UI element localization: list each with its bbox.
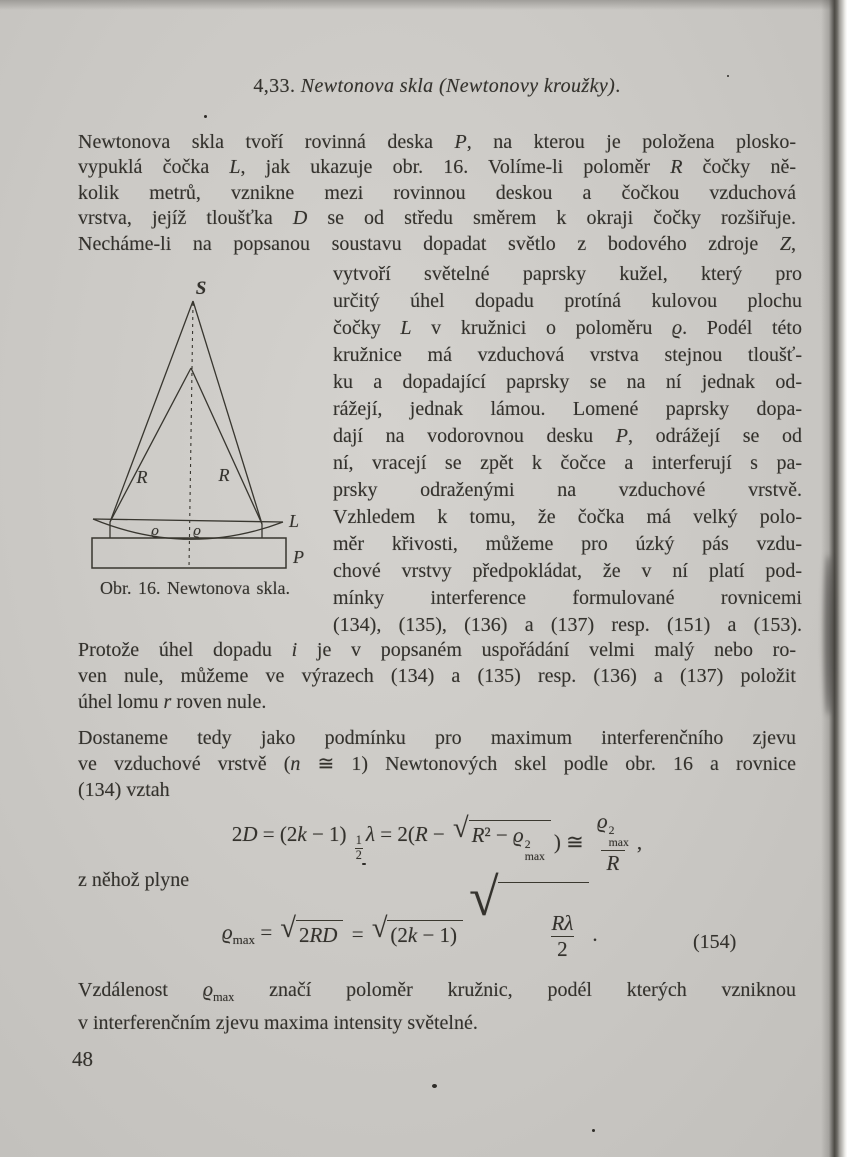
radical-content [498, 882, 589, 986]
ink-speck [592, 1129, 595, 1132]
text-line: Newtonova skla tvoří rovinná deska P, na kterou je položena plosko- [78, 131, 796, 153]
text-line: prsky odraženými na vzduchové vrstvě. [333, 479, 802, 501]
text-line: kolik metrů, vznikne mezi rovinnou deskou a čočkou vzduchová [78, 181, 796, 204]
equation-tail: , [636, 829, 643, 854]
paragraph-incidence-angle [78, 637, 796, 715]
text-line: čočky L v kružnici o poloměru ϱ. Podél této [333, 317, 802, 339]
radical-content: (2k − 1) [387, 920, 463, 948]
label-source-S: S [195, 278, 207, 299]
ink-speck [204, 115, 207, 118]
figure-drawing [70, 276, 320, 616]
connector-text: z něhož plyne [78, 869, 190, 891]
label-radius-left: R [136, 467, 148, 487]
fraction-denominator: R [601, 850, 626, 875]
text-line: mínky interference formulované rovnicemi [333, 587, 802, 609]
paragraph-conclusion [78, 977, 796, 1036]
equation-tail: . [592, 921, 598, 946]
paragraph-intro [78, 130, 796, 257]
text-line: vytvoří světelné paprsky kužel, který pro [333, 263, 802, 285]
paragraph-maximum-condition [78, 725, 796, 803]
label-rho-right: ϱ [193, 523, 201, 539]
book-edge-blotch [824, 555, 833, 715]
equation-mid: ) ≅ [553, 829, 590, 854]
text-line: kružnice má vzduchová vrstva stejnou tloušť- [333, 344, 802, 366]
text-line: Protože úhel dopadu i je v popsaném uspořádání velmi malý nebo ro- [78, 639, 797, 661]
text-line: rážejí, jednak lámou. Lomené paprsky dopa- [333, 398, 802, 420]
equation-number: (154) [693, 931, 737, 953]
radical [453, 813, 551, 864]
text-line: Vzhledem k tomu, že čočka má velký polo- [333, 506, 802, 528]
equation-154 [222, 866, 598, 970]
ray-outer-right [193, 301, 262, 524]
text-line: vypuklá čočka L, jak ukazuje obr. 16. Volíme-li poloměr R čočky ně- [78, 156, 796, 179]
scan-top-shadow [0, 0, 847, 10]
radical-sign: √ [371, 913, 388, 944]
text-line: Vzdálenost $ϱ_{max}$ značí poloměr kružnic, podél kterých vzniknou [78, 979, 796, 1004]
text-line: ven nule, můžeme ve výrazech (134) a (135) resp. (136) a (137) položit [78, 665, 796, 687]
radical-content: R² − ϱ 2 max [469, 820, 551, 864]
fraction-numerator: Rλ [551, 910, 574, 935]
text-line: určitý úhel dopadu protíná kulovou plochu [333, 290, 802, 312]
section-heading: 4,33. Newtonova skla (Newtonovy kroužky). [253, 75, 621, 97]
text-line: (134) vztah [78, 779, 170, 801]
label-rho-left: ϱ [151, 523, 159, 539]
radical-sign: √ [469, 866, 499, 927]
text-line: ku a dopadající paprsky se na ní jednak od- [333, 371, 802, 393]
fraction [547, 911, 577, 961]
radical [280, 913, 343, 948]
fraction [593, 809, 633, 876]
ink-speck [362, 863, 366, 865]
text-line: (134), (135), (136) a (137) resp. (151) a (153). [333, 614, 802, 636]
text-line: Dostaneme tedy jako podmínku pro maximum interferenčního zjevu [78, 727, 796, 749]
radical-sign: √ [280, 913, 296, 944]
radical-sign: √ [453, 813, 469, 845]
text-line: v interferenčním zjevu maxima intensity světelné. [78, 1012, 478, 1034]
radius-line-right [191, 368, 262, 524]
text-line: ve vzduchové vrstvě (n ≅ 1) Newtonových skel podle obr. 16 a rovnice [78, 753, 797, 775]
ink-speck [432, 1084, 437, 1088]
equation-lhs: $ϱ_{max}$ = [222, 919, 278, 948]
radius-line-left [110, 368, 191, 522]
equals-sign: = [346, 921, 369, 946]
figure-caption: Obr. 16. Newtonova skla. [100, 578, 290, 598]
page-number: 48 [72, 1047, 93, 1071]
equation-thickness [78, 806, 796, 878]
text-line: vrstva, jejíž tloušťka D se od středu směrem k okraji čočky rozšiřuje. [78, 207, 796, 230]
text-line: úhel lomu r roven nule. [78, 691, 267, 713]
text-line: ní, vracejí se zpět k čočce a interferují s pa- [333, 452, 802, 474]
equation-lead: 2D = (2k − 1) $\frac{1}{2}$ λ = 2(R − [231, 822, 450, 862]
text-line: Necháme-li na popsanou soustavu dopadat světlo z bodového zdroje Z, [78, 232, 796, 255]
text-line: chové vrstvy předpokládat, že v ní platí pod- [333, 560, 802, 582]
radical-content: 2RD [296, 920, 344, 948]
radical [371, 913, 463, 948]
text-line: měr křivosti, můžeme pro úzký pás vzdu- [333, 533, 802, 555]
label-lens-L: L [289, 511, 300, 531]
fraction-numerator: ϱ 2 max [597, 808, 629, 849]
fraction-denominator: 2 [551, 936, 574, 961]
ray-outer-left [110, 301, 193, 522]
paragraph-wrapped-column [333, 261, 802, 639]
text-line: dají na vodorovnou desku P, odrážejí se od [333, 425, 802, 447]
label-plate-P: P [293, 547, 304, 567]
figure-newton-rings [70, 276, 320, 616]
label-radius-right: R [218, 465, 230, 485]
ink-speck [727, 75, 729, 77]
lens-flat-top [93, 519, 283, 522]
radical-large [469, 866, 589, 986]
